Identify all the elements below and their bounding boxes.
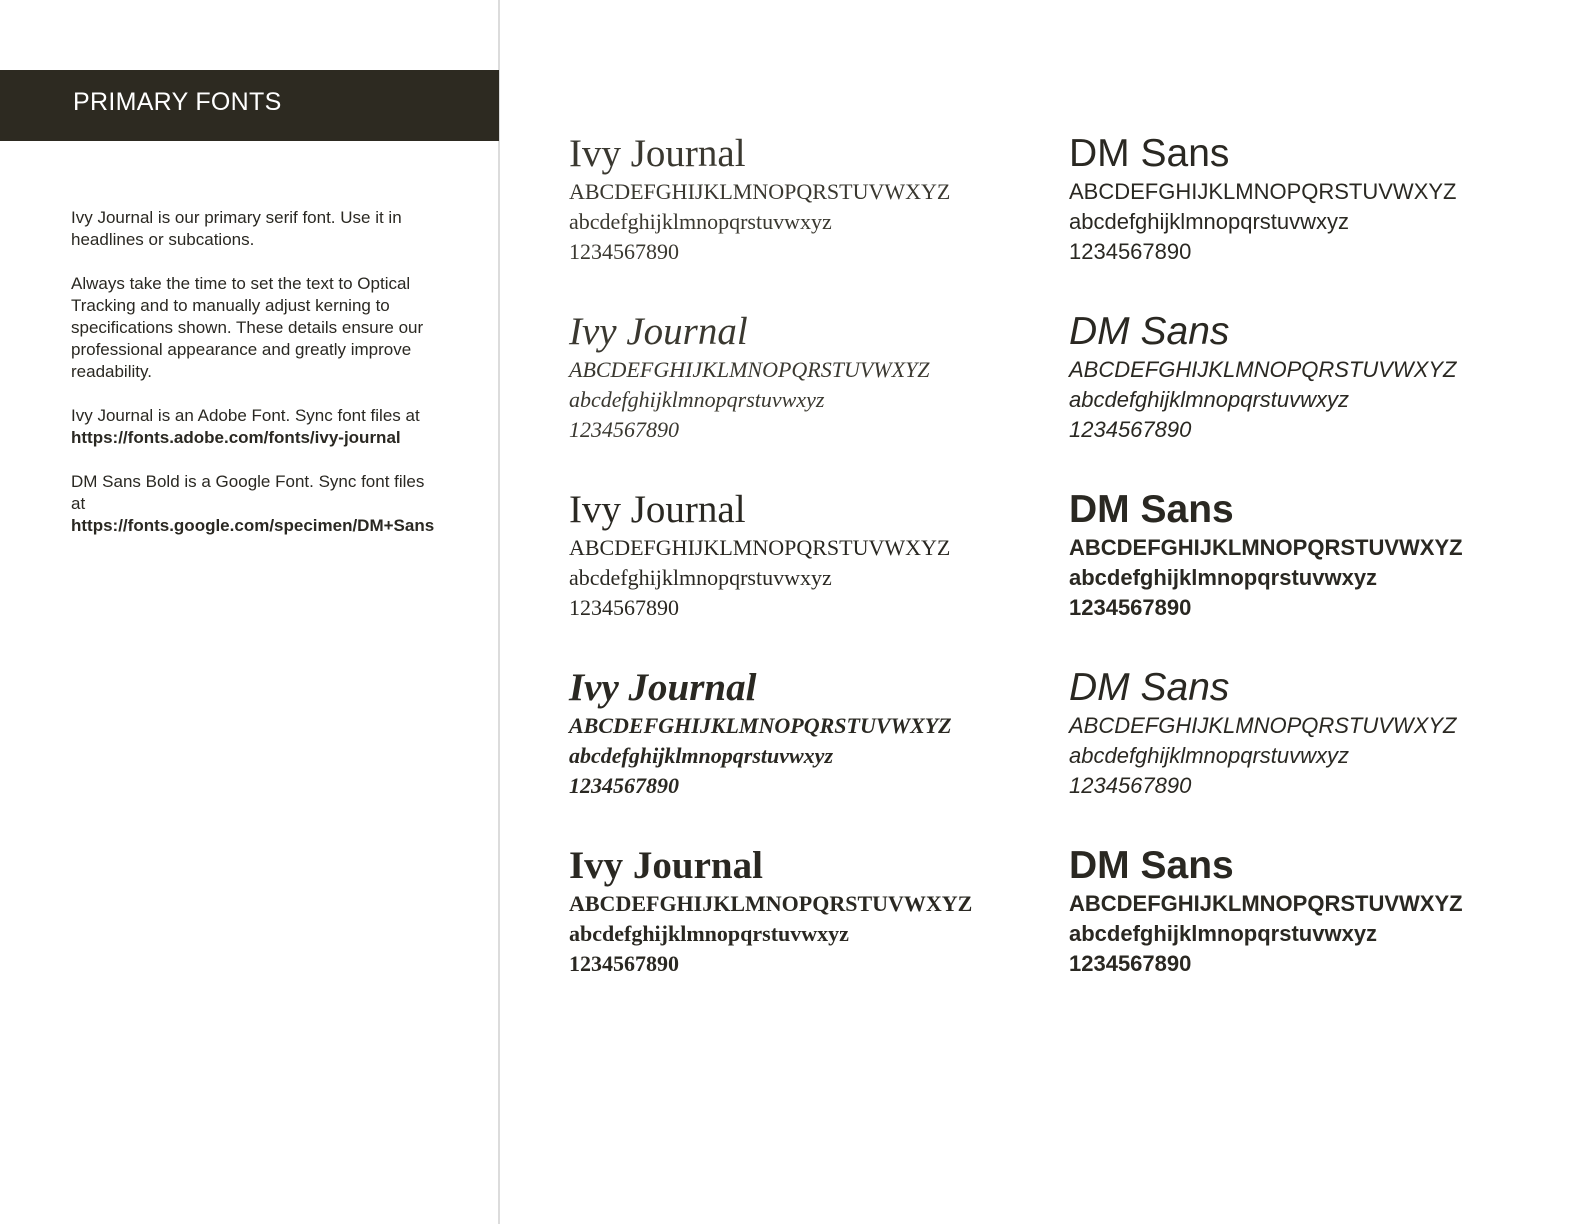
paragraph-primary-serif: Ivy Journal is our primary serif font. Use it in headlines or subcations. [71, 208, 402, 249]
specimen-sans-italic [1069, 310, 1456, 445]
sidebar-description [71, 207, 441, 559]
specimen-serif-bold [569, 844, 972, 979]
specimen-digits: 1234567890 [569, 239, 679, 264]
specimen-lowercase: abcdefghijklmnopqrstuvwxyz [569, 743, 834, 768]
adobe-font-link[interactable]: https://fonts.adobe.com/fonts/ivy-journal [71, 428, 401, 447]
google-font-link[interactable]: https://fonts.google.com/specimen/DM+Sans [71, 516, 435, 535]
specimen-digits: 1234567890 [569, 595, 679, 620]
specimen-serif-regular [569, 488, 950, 623]
specimen-digits: 1234567890 [1069, 773, 1192, 798]
specimen-name: Ivy Journal [569, 310, 748, 353]
specimen-uppercase: ABCDEFGHIJKLMNOPQRSTUVWXYZ [569, 179, 951, 204]
google-font-text: DM Sans Bold is a Google Font. Sync font files at [71, 472, 425, 513]
specimen-digits: 1234567890 [569, 773, 679, 798]
paragraph-adobe-font [71, 405, 441, 449]
specimen-serif-bold-italic [569, 666, 952, 801]
specimen-serif-light [569, 132, 950, 267]
specimen-digits: 1234567890 [569, 951, 679, 976]
specimen-uppercase: ABCDEFGHIJKLMNOPQRSTUVWXYZ [569, 891, 973, 916]
specimen-sans-medium-italic [1069, 666, 1456, 801]
specimen-digits: 1234567890 [569, 417, 679, 442]
specimen-lowercase: abcdefghijklmnopqrstuvwxyz [1069, 921, 1378, 946]
specimen-uppercase: ABCDEFGHIJKLMNOPQRSTUVWXYZ [1069, 179, 1457, 204]
specimen-uppercase: ABCDEFGHIJKLMNOPQRSTUVWXYZ [569, 357, 930, 382]
specimen-name: DM Sans [1069, 488, 1234, 531]
specimen-lowercase: abcdefghijklmnopqrstuvwxyz [1069, 387, 1350, 412]
specimen-uppercase: ABCDEFGHIJKLMNOPQRSTUVWXYZ [1069, 535, 1463, 560]
specimen-lowercase: abcdefghijklmnopqrstuvwxyz [569, 209, 832, 234]
specimen-sans-regular [1069, 132, 1456, 267]
specimen-sans-bold [1069, 844, 1463, 979]
specimen-lowercase: abcdefghijklmnopqrstuvwxyz [569, 565, 832, 590]
specimen-uppercase: ABCDEFGHIJKLMNOPQRSTUVWXYZ [1069, 713, 1457, 738]
paragraph-google-font [71, 471, 441, 537]
adobe-font-text: Ivy Journal is an Adobe Font. Sync font files at [71, 406, 420, 425]
specimen-name: Ivy Journal [569, 132, 746, 175]
specimen-serif-light-italic [569, 310, 930, 445]
specimen-name: DM Sans [1069, 310, 1230, 353]
specimen-name: Ivy Journal [569, 844, 763, 887]
specimen-digits: 1234567890 [1069, 239, 1192, 264]
specimen-digits: 1234567890 [1069, 595, 1192, 620]
specimen-lowercase: abcdefghijklmnopqrstuvwxyz [1069, 743, 1350, 768]
specimen-sans-medium [1069, 488, 1463, 623]
specimen-uppercase: ABCDEFGHIJKLMNOPQRSTUVWXYZ [1069, 357, 1457, 382]
specimen-name: Ivy Journal [569, 488, 746, 531]
specimen-uppercase: ABCDEFGHIJKLMNOPQRSTUVWXYZ [569, 713, 952, 738]
specimen-name: DM Sans [1069, 844, 1234, 887]
specimen-digits: 1234567890 [1069, 951, 1192, 976]
specimen-digits: 1234567890 [1069, 417, 1192, 442]
specimen-lowercase: abcdefghijklmnopqrstuvwxyz [1069, 209, 1350, 234]
column-divider [498, 0, 500, 1224]
specimen-uppercase: ABCDEFGHIJKLMNOPQRSTUVWXYZ [569, 535, 951, 560]
specimen-name: Ivy Journal [569, 666, 757, 709]
specimen-lowercase: abcdefghijklmnopqrstuvwxyz [569, 921, 849, 946]
paragraph-tracking: Always take the time to set the text to Optical Tracking and to manually adjust kerning to specifications shown. These details ensure our professional appearance and greatly improve readability. [71, 274, 424, 381]
specimen-lowercase: abcdefghijklmnopqrstuvwxyz [569, 387, 825, 412]
specimen-uppercase: ABCDEFGHIJKLMNOPQRSTUVWXYZ [1069, 891, 1463, 916]
specimen-name: DM Sans [1069, 666, 1230, 709]
section-title: PRIMARY FONTS [73, 88, 282, 116]
specimen-name: DM Sans [1069, 132, 1230, 175]
specimen-lowercase: abcdefghijklmnopqrstuvwxyz [1069, 565, 1378, 590]
